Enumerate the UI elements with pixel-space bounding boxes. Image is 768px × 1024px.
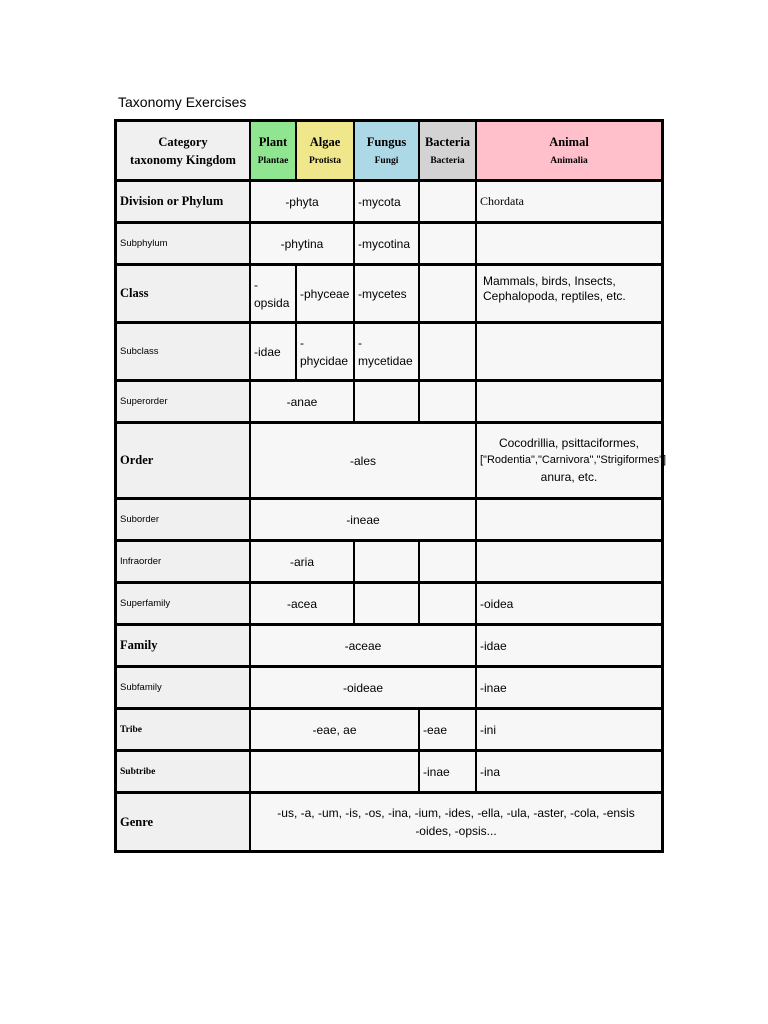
header-bacteria — [419, 121, 476, 180]
suborder-label: Suborder — [116, 498, 250, 540]
subclass-plant: -idae — [250, 322, 296, 380]
genre-label: Genre — [116, 792, 250, 851]
order-animal — [476, 422, 667, 498]
subphylum-animal — [476, 222, 662, 264]
header-algae-kingdom: Protista — [308, 156, 341, 166]
subtribe-label: Subtribe — [116, 750, 250, 792]
infraorder-bacteria — [419, 540, 476, 582]
row-order — [116, 422, 662, 498]
subphylum-plant-algae: -phytina — [250, 222, 354, 264]
infraorder-animal — [476, 540, 662, 582]
row-family — [116, 624, 662, 666]
header-animal-kingdom: Animalia — [550, 156, 588, 166]
header-fungus-kingdom: Fungi — [374, 156, 399, 166]
subclass-bacteria — [419, 322, 476, 380]
subphylum-label: Subphylum — [116, 222, 250, 264]
row-tribe — [116, 708, 662, 750]
subclass-fungus: -mycetidae — [354, 322, 419, 380]
subfamily-plant-to-bacteria: -oideae — [250, 666, 476, 708]
infraorder-fungus — [354, 540, 419, 582]
row-class — [116, 264, 662, 322]
superorder-plant-algae: -anae — [250, 380, 354, 422]
subclass-animal — [476, 322, 662, 380]
division-bacteria — [419, 180, 476, 222]
tribe-plant-to-fungus: -eae, ae — [250, 708, 419, 750]
row-subphylum — [116, 222, 662, 264]
superfamily-animal: -oidea — [476, 582, 662, 624]
row-superfamily — [116, 582, 662, 624]
row-division — [116, 180, 662, 222]
family-animal: -idae — [476, 624, 662, 666]
order-animal-line3: anura, etc. — [540, 470, 598, 484]
superorder-fungus — [354, 380, 419, 422]
order-label: Order — [116, 422, 250, 498]
division-fungus: -mycota — [354, 180, 419, 222]
row-infraorder — [116, 540, 662, 582]
row-subclass — [116, 322, 662, 380]
subtribe-animal: -ina — [476, 750, 662, 792]
header-category-line2: taxonomy Kingdom — [130, 152, 236, 167]
class-algae: -phyceae — [296, 264, 354, 322]
header-plant — [250, 121, 296, 180]
header-animal — [476, 121, 662, 180]
family-plant-to-bacteria: -aceae — [250, 624, 476, 666]
family-label: Family — [116, 624, 250, 666]
subtribe-plant-to-fungus — [250, 750, 419, 792]
suborder-plant-to-bacteria: -ineae — [250, 498, 476, 540]
suborder-animal — [476, 498, 662, 540]
class-bacteria — [419, 264, 476, 322]
header-bacteria-kingdom: Bacteria — [430, 156, 465, 166]
header-algae — [296, 121, 354, 180]
row-subtribe — [116, 750, 662, 792]
header-row — [116, 121, 662, 180]
genre-suffixes-line2: -oides, -opsis... — [415, 824, 497, 838]
infraorder-plant-algae: -aria — [250, 540, 354, 582]
document-title: Taxonomy Exercises — [118, 94, 247, 110]
order-animal-line1: Cocodrillia, psittaciformes, — [498, 436, 640, 450]
genre-suffixes-line1: -us, -a, -um, -is, -os, -ina, -ium, -ides, -ella, -ula, -aster, -cola, -ensis — [277, 806, 635, 820]
header-animal-label: Animal — [549, 135, 589, 149]
tribe-bacteria: -eae — [419, 708, 476, 750]
subphylum-fungus: -mycotina — [354, 222, 419, 264]
class-plant: -opsida — [250, 264, 296, 322]
class-fungus: -mycetes — [354, 264, 419, 322]
division-animal: Chordata — [476, 180, 662, 222]
order-plant-to-bacteria: -ales — [250, 422, 476, 498]
superorder-bacteria — [419, 380, 476, 422]
header-category-cell — [116, 121, 250, 180]
row-subfamily — [116, 666, 662, 708]
superfamily-label: Superfamily — [116, 582, 250, 624]
header-algae-label: Algae — [309, 135, 341, 149]
header-fungus — [354, 121, 419, 180]
superorder-label: Superorder — [116, 380, 250, 422]
header-bacteria-label: Bacteria — [424, 135, 471, 149]
subfamily-label: Subfamily — [116, 666, 250, 708]
subclass-algae: -phycidae — [296, 322, 354, 380]
division-plant-algae: -phyta — [250, 180, 354, 222]
superorder-animal — [476, 380, 662, 422]
subclass-label: Subclass — [116, 322, 250, 380]
row-genre — [116, 792, 662, 851]
order-animal-line2: ["Rodentia","Carnivora","Strigiformes"] — [480, 454, 667, 466]
class-label: Class — [116, 264, 250, 322]
superfamily-plant-algae: -acea — [250, 582, 354, 624]
genre-suffixes — [250, 792, 662, 851]
class-animal: Mammals, birds, Insects, Cephalopoda, reptiles, etc. — [476, 264, 662, 322]
superfamily-bacteria — [419, 582, 476, 624]
tribe-animal: -ini — [476, 708, 662, 750]
tribe-label: Tribe — [116, 708, 250, 750]
row-superorder — [116, 380, 662, 422]
header-fungus-label: Fungus — [366, 135, 407, 149]
taxonomy-table — [114, 119, 667, 853]
division-label: Division or Phylum — [116, 180, 250, 222]
infraorder-label: Infraorder — [116, 540, 250, 582]
superfamily-fungus — [354, 582, 419, 624]
subfamily-animal: -inae — [476, 666, 662, 708]
row-suborder — [116, 498, 662, 540]
header-category-line1: Category — [158, 134, 208, 149]
header-plant-kingdom: Plantae — [257, 156, 289, 166]
header-plant-label: Plant — [258, 135, 288, 149]
subphylum-bacteria — [419, 222, 476, 264]
subtribe-bacteria: -inae — [419, 750, 476, 792]
